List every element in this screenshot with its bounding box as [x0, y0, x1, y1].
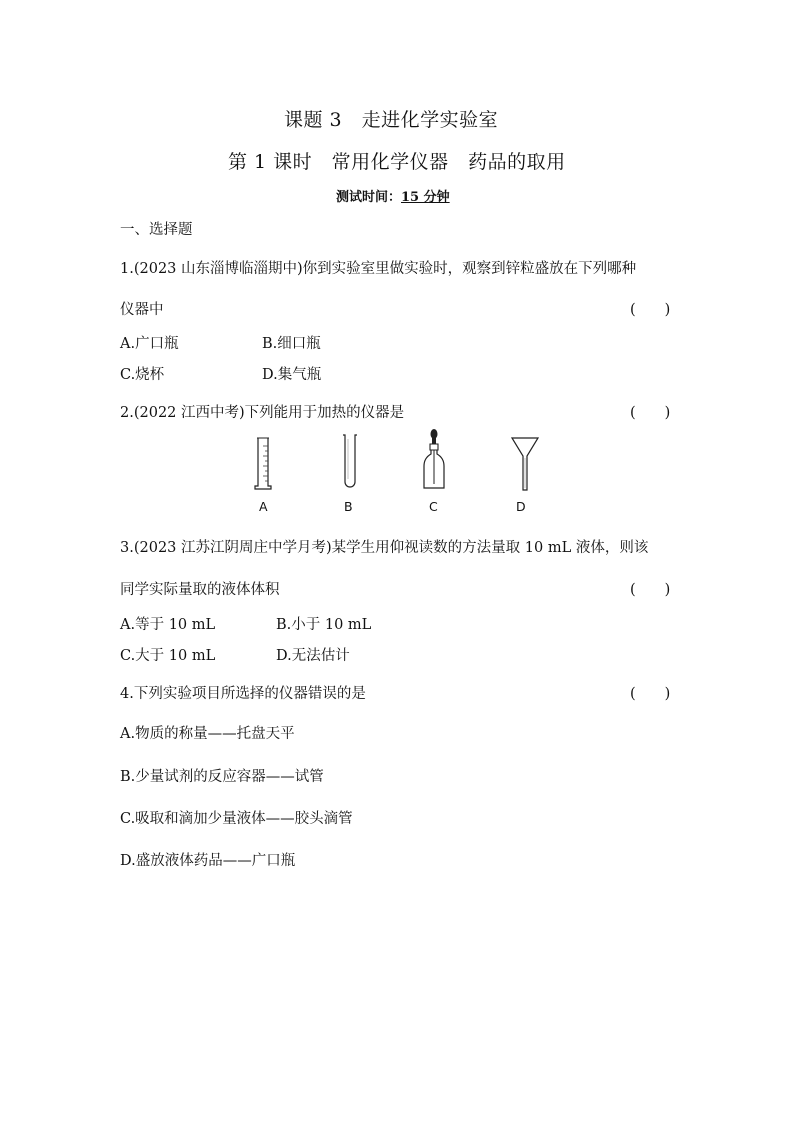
- question-4-option-a: A.物质的称量——托盘天平: [120, 726, 295, 742]
- question-1-line-1: 1.(2023 山东淄博临淄期中)你到实验室里做实验时，观察到锌粒盛放在下列哪种: [120, 261, 637, 277]
- question-3-option-d: D.无法估计: [276, 648, 350, 664]
- graduated-cylinder-icon: [252, 436, 274, 491]
- dropper-bottle-icon: [421, 428, 447, 492]
- test-time-label: 测试时间：: [336, 190, 402, 205]
- question-3-line-2: 同学实际量取的液体体积: [120, 582, 280, 598]
- test-time: [336, 186, 450, 205]
- figure-label-b: B: [344, 499, 353, 514]
- question-1-line-2: 仪器中: [120, 302, 164, 318]
- question-3-option-a: A.等于 10 mL: [120, 617, 216, 633]
- question-1-option-c: C.烧杯: [120, 367, 165, 383]
- question-3-answer-blank: ( ): [630, 582, 671, 598]
- page-title: 课题 3 走进化学实验室: [284, 109, 499, 131]
- test-time-value: 15 分钟: [401, 190, 450, 205]
- question-1-option-a: A.广口瓶: [120, 336, 179, 352]
- question-4-line-1: 4.下列实验项目所选择的仪器错误的是: [120, 686, 366, 702]
- question-3-option-c: C.大于 10 mL: [120, 648, 216, 664]
- question-4-option-d: D.盛放液体药品——广口瓶: [120, 853, 296, 869]
- figure-label-a: A: [259, 499, 268, 514]
- figure-label-d: D: [516, 499, 526, 514]
- question-1-option-b: B.细口瓶: [262, 336, 321, 352]
- question-4-option-c: C.吸取和滴加少量液体——胶头滴管: [120, 811, 353, 827]
- page-subtitle: 第 1 课时 常用化学仪器 药品的取用: [228, 151, 566, 173]
- question-1-answer-blank: ( ): [630, 302, 671, 318]
- question-3-line-1: 3.(2023 江苏江阴周庄中学月考)某学生用仰视读数的方法量取 10 mL 液体，则该: [120, 540, 649, 556]
- question-4-option-b: B.少量试剂的反应容器——试管: [120, 769, 324, 785]
- question-4-answer-blank: ( ): [630, 686, 671, 702]
- funnel-icon: [510, 436, 540, 492]
- question-1-option-d: D.集气瓶: [262, 367, 322, 383]
- question-2-answer-blank: ( ): [630, 405, 671, 421]
- question-3-option-b: B.小于 10 mL: [276, 617, 372, 633]
- test-tube-icon: [340, 433, 360, 491]
- question-2-line-1: 2.(2022 江西中考)下列能用于加热的仪器是: [120, 405, 405, 421]
- section-heading: 一、选择题: [120, 222, 193, 238]
- figure-label-c: C: [429, 499, 438, 514]
